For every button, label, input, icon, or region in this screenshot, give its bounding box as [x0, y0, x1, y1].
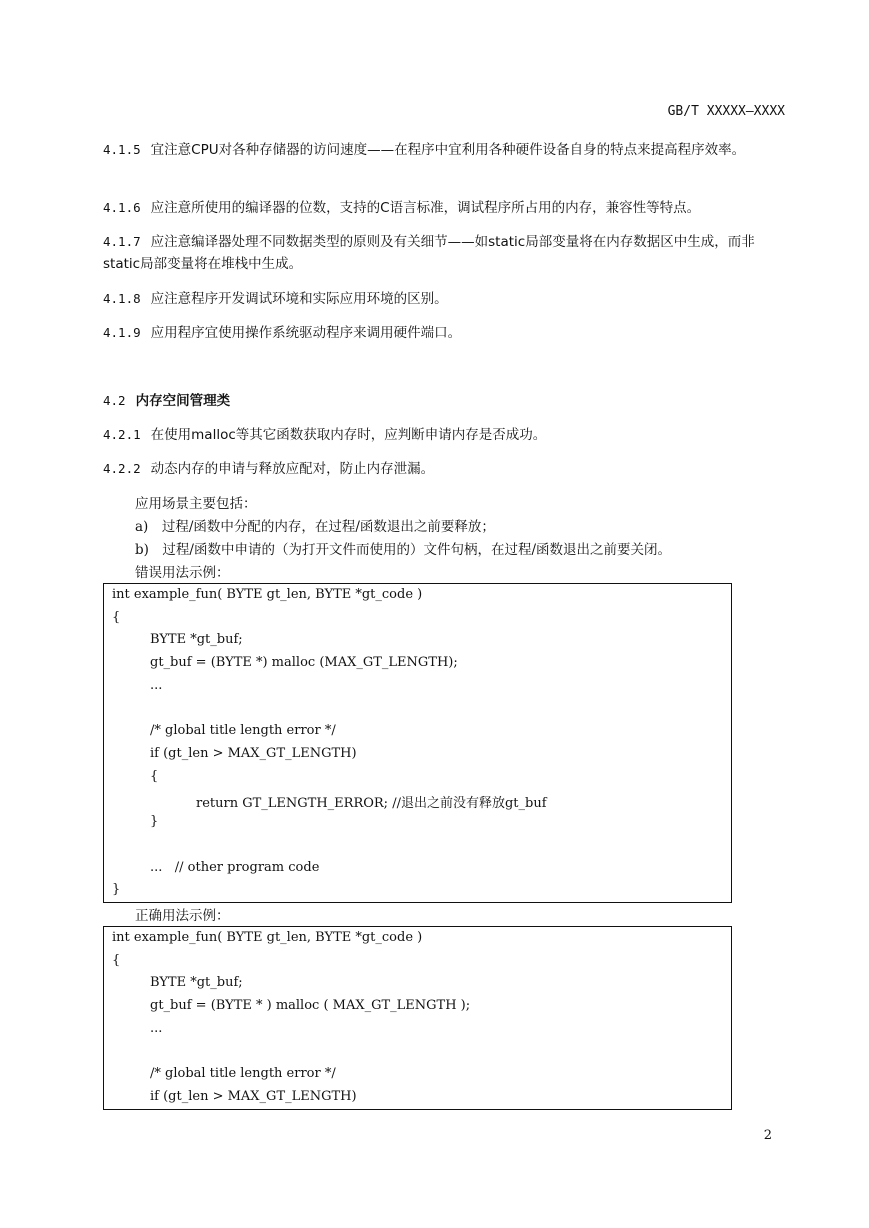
clause-text: 应注意所使用的编译器的位数，支持的C语言标准，调试程序所占用的内存，兼容性等特点。: [150, 200, 701, 216]
clause-4-2-1: [103, 424, 791, 446]
section-title: 内存空间管理类: [135, 393, 231, 409]
clause-text: 动态内存的申请与释放应配对，防止内存泄漏。: [150, 461, 435, 477]
code-line: BYTE *gt_buf;: [150, 632, 243, 647]
code-line: }: [150, 814, 159, 829]
code-line: {: [150, 769, 159, 784]
code-line: BYTE *gt_buf;: [150, 975, 243, 990]
clause-number: 4.2.1: [103, 427, 141, 442]
clause-4-1-5: [103, 139, 791, 161]
code-line: {: [112, 610, 121, 625]
code-line: return GT_LENGTH_ERROR; //退出之前没有释放gt_buf: [196, 796, 547, 811]
code-line: gt_buf = (BYTE *) malloc (MAX_GT_LENGTH);: [150, 655, 458, 670]
scenario-item-a: a) 过程/函数中分配的内存，在过程/函数退出之前要释放；: [135, 519, 495, 535]
scenario-item-b: b) 过程/函数中申请的（为打开文件而使用的）文件句柄，在过程/函数退出之前要关闭。: [135, 542, 672, 558]
code-line: }: [112, 882, 121, 897]
section-heading-4-2: [103, 390, 791, 412]
code-line: gt_buf = (BYTE * ) malloc ( MAX_GT_LENGTH );: [150, 998, 471, 1013]
clause-4-1-6: [103, 197, 791, 219]
clause-number: 4.1.8: [103, 291, 141, 306]
scenario-intro: 应用场景主要包括：: [135, 496, 257, 512]
clause-4-1-9: [103, 322, 791, 344]
page-number: 2: [763, 1128, 772, 1143]
clause-text: 应用程序宜使用操作系统驱动程序来调用硬件端口。: [150, 325, 462, 341]
clause-number: 4.2.2: [103, 461, 141, 476]
right-code-box: [103, 926, 732, 1110]
clause-number: 4.1.6: [103, 200, 141, 215]
clause-text: 应注意编译器处理不同数据类型的原则及有关细节——如static局部变量将在内存数据区中生成，而非static局部变量将在堆栈中生成。: [103, 234, 755, 272]
clause-4-2-2: [103, 458, 791, 480]
clause-4-1-7: [103, 231, 791, 275]
code-line: int example_fun( BYTE gt_len, BYTE *gt_code ): [112, 587, 423, 602]
code-line: {: [112, 953, 121, 968]
code-line: if (gt_len > MAX_GT_LENGTH): [150, 1089, 357, 1104]
code-line: ... // other program code: [150, 860, 320, 875]
code-line: if (gt_len > MAX_GT_LENGTH): [150, 746, 357, 761]
clause-number: 4.1.9: [103, 325, 141, 340]
clause-text: 应注意程序开发调试环境和实际应用环境的区别。: [150, 291, 448, 307]
document-code-header: GB/T XXXXX—XXXX: [667, 104, 785, 119]
right-example-label: 正确用法示例：: [135, 908, 230, 924]
code-line: /* global title length error */: [150, 723, 336, 738]
wrong-example-label: 错误用法示例：: [135, 565, 230, 581]
clause-number: 4.1.7: [103, 234, 141, 249]
code-line: int example_fun( BYTE gt_len, BYTE *gt_code ): [112, 930, 423, 945]
clause-4-1-8: [103, 288, 791, 310]
clause-text: 在使用malloc等其它函数获取内存时，应判断申请内存是否成功。: [150, 427, 547, 443]
code-line: ...: [150, 1021, 163, 1036]
code-line: ...: [150, 678, 163, 693]
code-line: /* global title length error */: [150, 1066, 336, 1081]
clause-number: 4.1.5: [103, 142, 141, 157]
wrong-code-box: [103, 583, 732, 903]
section-number: 4.2: [103, 393, 126, 408]
clause-text: 宜注意CPU对各种存储器的访问速度——在程序中宜利用各种硬件设备自身的特点来提高程序效率。: [150, 142, 746, 158]
